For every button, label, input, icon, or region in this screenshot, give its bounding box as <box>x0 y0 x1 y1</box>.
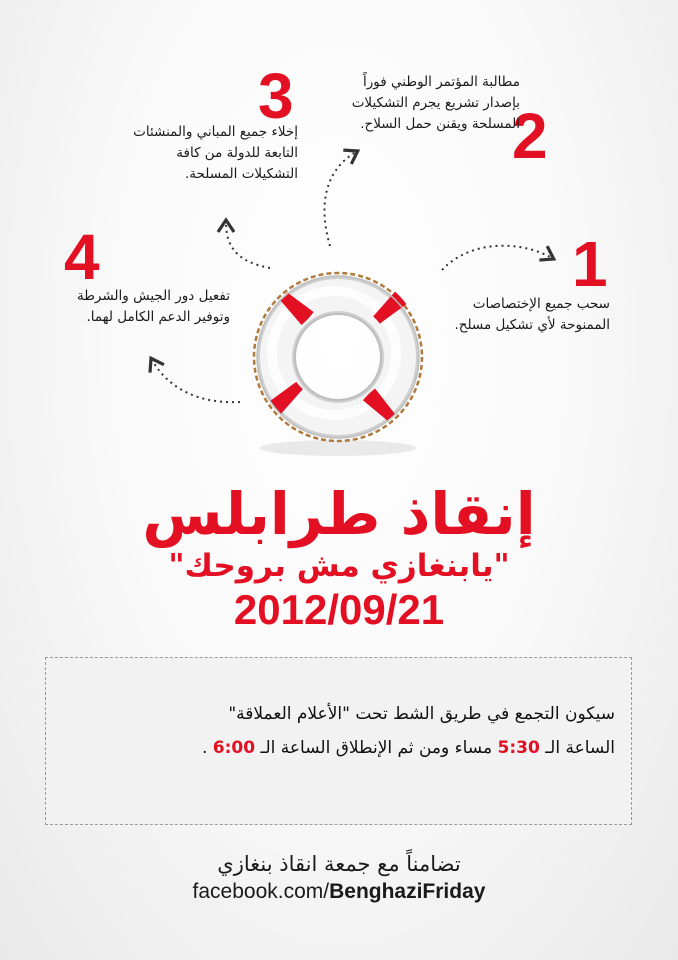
info-line-2-prefix: الساعة الـ <box>545 738 615 758</box>
facebook-link-prefix: facebook.com/ <box>192 880 330 903</box>
subheadline: "يابنغازي مش بروحك" <box>168 548 510 584</box>
headline: إنقاذ طرابلس <box>142 480 536 548</box>
life-ring <box>238 262 438 462</box>
demand-2-text: مطالبة المؤتمر الوطني فوراً بإصدار تشريع يجرم التشكيلات المسلحة ويقنن حمل السلاح. <box>351 74 520 132</box>
solidarity-text: تضامناً مع جمعة انقاذ بنغازي <box>217 852 461 876</box>
gather-time: 5:30 <box>497 738 540 758</box>
demand-1-text: سحب جميع الإختصاصات الممنوحة لأي تشكيل مسلح. <box>454 296 610 333</box>
demand-2-number: 2 <box>512 100 548 172</box>
info-line-2 <box>202 738 615 758</box>
demand-3-number: 3 <box>258 60 294 132</box>
arrow-to-demand-1 <box>442 246 552 270</box>
demand-1-number: 1 <box>572 228 608 300</box>
facebook-link-page: BenghaziFriday <box>329 880 486 903</box>
arrow-to-demand-2 <box>324 152 356 246</box>
event-date: 2012/09/21 <box>233 586 445 633</box>
demand-4-number: 4 <box>64 221 100 293</box>
start-time: 6:00 <box>212 738 256 758</box>
demand-4-text: تفعيل دور الجيش والشرطة وتوفير الدعم الكامل لهما. <box>76 288 230 325</box>
arrow-to-demand-4 <box>152 360 240 402</box>
demand-3-text: إخلاء جميع المباني والمنشئات التابعة للدولة من كافة التشكيلات المسلحة. <box>133 124 298 182</box>
facebook-link[interactable] <box>0 880 678 904</box>
info-line-2-middle: مساء ومن ثم الإنطلاق الساعة الـ <box>260 738 493 758</box>
info-line-2-suffix: . <box>201 738 208 758</box>
info-line-1: سيكون التجمع في طريق الشط تحت "الأعلام العملاقة" <box>228 704 615 724</box>
